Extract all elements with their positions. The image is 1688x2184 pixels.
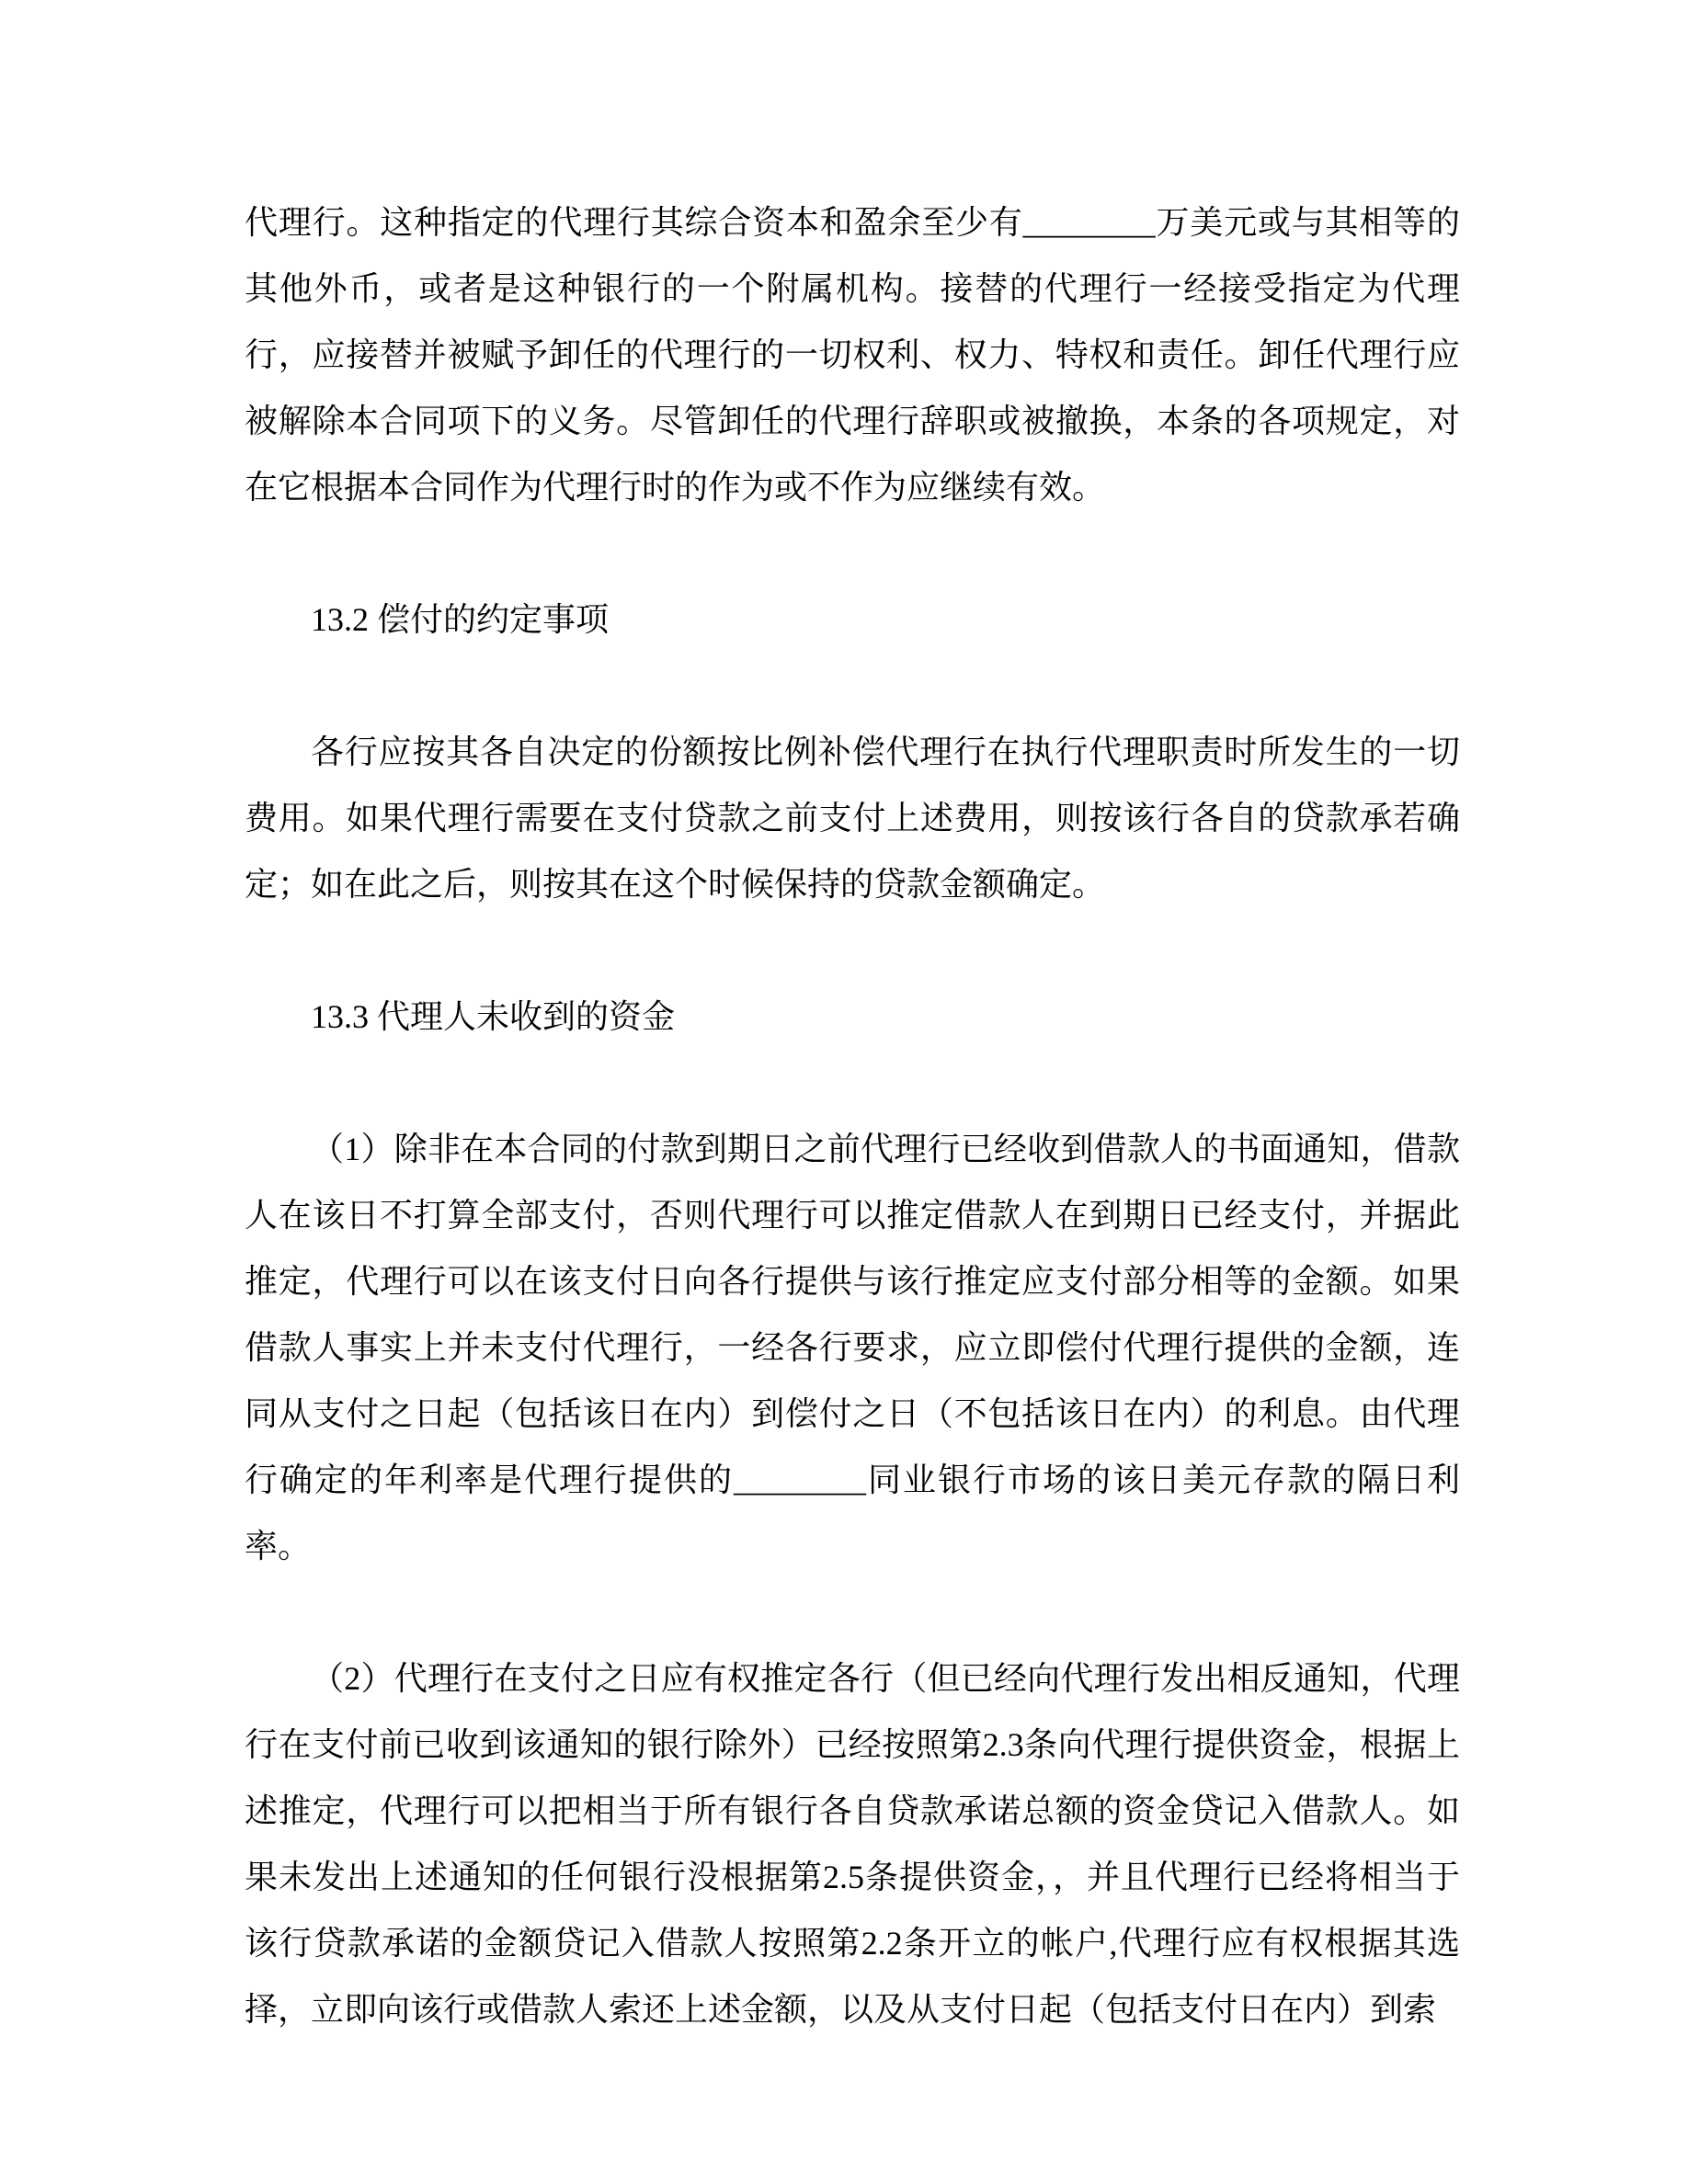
section-heading-13-2: 13.2 偿付的约定事项 bbox=[311, 601, 610, 638]
section-heading-13-3: 13.3 代理人未收到的资金 bbox=[311, 998, 676, 1035]
paragraph-13-3-item-1: （1）除非在本合同的付款到期日之前代理行已经收到借款人的书面通知，借款人在该日不打算全部支付，否则代理行可以推定借款人在到期日已经支付，并据此推定，代理行可以在该支付日向各行提供与该行推定应支付部分相等的金额。如果借款人事实上并未支付代理行，一经各行要求，应立即偿付代理行提供的金额，连同从支付之日起（包括该日在内）到偿付之日（不包括该日在内）的利息。由代理行确定的年利率是代理行提供的________同业银行市场的该日美元存款的隔日利率。 bbox=[245, 1131, 1460, 1564]
paragraph-13-2-body: 各行应按其各自决定的份额按比例补偿代理行在执行代理职责时所发生的一切费用。如果代理行需要在支付贷款之前支付上述费用，则按该行各自的贷款承若确定；如在此之后，则按其在这个时候保持的贷款金额确定。 bbox=[245, 734, 1460, 903]
document-content bbox=[245, 189, 1460, 2042]
paragraph-agent-succession: 代理行。这种指定的代理行其综合资本和盈余至少有________万美元或与其相等的其他外币，或者是这种银行的一个附属机构。接替的代理行一经接受指定为代理行，应接替并被赋予卸任的代理行的一切权利、权力、特权和责任。卸任代理行应被解除本合同项下的义务。尽管卸任的代理行辞职或被撤换，本条的各项规定，对在它根据本合同作为代理行时的作为或不作为应继续有效。 bbox=[245, 204, 1460, 506]
paragraph-13-3-item-2: （2）代理行在支付之日应有权推定各行（但已经向代理行发出相反通知，代理行在支付前已收到该通知的银行除外）已经按照第2.3条向代理行提供资金，根据上述推定，代理行可以把相当于所有银行各自贷款承诺总额的资金贷记入借款人。如果未发出上述通知的任何银行没根据第2.5条提供资金，，并且代理行已经将相当于该行贷款承诺的金额贷记入借款人按照第2.2条开立的帐户,代理行应有权根据其选择，立即向该行或借款人索还上述金额，以及从支付日起（包括支付日在内）到索 bbox=[245, 1660, 1460, 2028]
